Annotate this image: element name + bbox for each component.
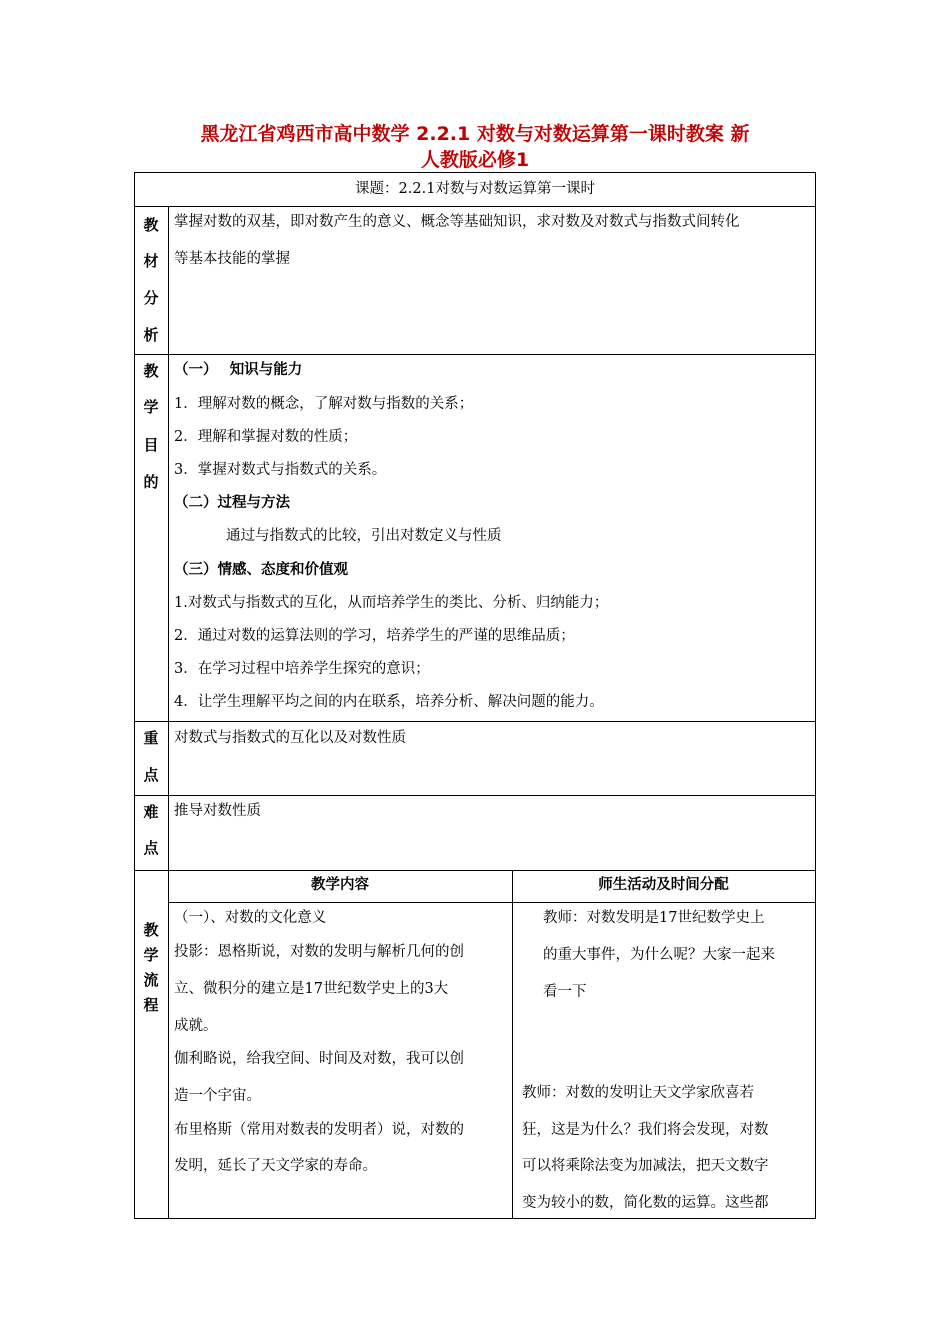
goals-section3-item-4: 4．让学生理解平均之间的内在联系，培养分析、解决问题的能力。 (174, 694, 604, 710)
document-title-line1: 黑龙江省鸡西市高中数学 2.2.1 对数与对数运算第一课时教案 新 (200, 123, 750, 145)
row-divider-analysis (134, 354, 816, 355)
goals-section3-item-3: 3．在学习过程中培养学生探究的意识； (174, 661, 430, 677)
activity-block1-line-3: 看一下 (543, 984, 587, 1000)
goals-label-char-4: 的 (143, 473, 159, 491)
difficulty-label-char-2: 点 (143, 839, 159, 857)
row-divider-goals (134, 721, 816, 722)
goals-section1-item-1: 1．理解对数的概念，了解对数与指数的关系； (174, 396, 474, 412)
goals-section3-item-1: 1.对数式与指数式的互化，从而培养学生的类比、分析、归纳能力； (174, 595, 609, 611)
goals-section2-title: （二）过程与方法 (174, 495, 290, 511)
goals-label-char-1: 教 (143, 362, 159, 380)
row-divider-difficulty (134, 870, 816, 871)
goals-label-char-2: 学 (143, 398, 159, 416)
document-title (134, 121, 816, 173)
difficulty-label-char-1: 难 (143, 803, 159, 821)
activity-block2-line-4: 变为较小的数，简化数的运算。这些都 (522, 1195, 769, 1211)
analysis-label-char-4: 析 (143, 326, 159, 344)
row-divider-process-header (168, 902, 816, 903)
goals-section2-text: 通过与指数式的比较，引出对数定义与性质 (226, 528, 502, 544)
row-divider-keypoint (134, 795, 816, 796)
process-column-divider (512, 870, 513, 1219)
content-line-5: 伽利略说，给我空间、时间及对数，我可以创 (174, 1051, 464, 1067)
activity-block1-line-2: 的重大事件，为什么呢？大家一起来 (543, 947, 775, 963)
content-line-7: 布里格斯（常用对数表的发明者）说，对数的 (174, 1122, 464, 1138)
process-label-char-1: 教 (143, 921, 159, 939)
content-line-1: （一）、对数的文化意义 (174, 910, 327, 926)
content-line-8: 发明，延长了天文学家的寿命。 (174, 1158, 377, 1174)
table-border-top (134, 172, 816, 173)
goals-section1-item-2: 2．理解和掌握对数的性质； (174, 429, 358, 445)
process-label-char-2: 学 (143, 946, 159, 964)
lesson-topic: 课题：2.2.1对数与对数运算第一课时 (355, 181, 595, 197)
goals-section3-item-2: 2．通过对数的运算法则的学习，培养学生的严谨的思维品质； (174, 628, 575, 644)
goals-section1-title: （一） 知识与能力 (174, 362, 303, 378)
analysis-label-char-3: 分 (143, 289, 159, 307)
content-line-4: 成就。 (174, 1018, 218, 1034)
goals-section3-title: （三）情感、态度和价值观 (174, 562, 348, 578)
activity-block2-line-3: 可以将乘除法变为加减法，把天文数字 (522, 1158, 769, 1174)
content-line-3: 立、微积分的建立是17世纪数学史上的3大 (174, 981, 449, 997)
process-label-char-3: 流 (143, 971, 159, 989)
process-activity-header: 师生活动及时间分配 (598, 877, 729, 893)
activity-block2-line-1: 教师：对数的发明让天文学家欣喜若 (522, 1085, 754, 1101)
difficulty-text: 推导对数性质 (174, 803, 261, 819)
analysis-label-char-2: 材 (143, 252, 159, 270)
process-label-char-4: 程 (143, 996, 159, 1014)
activity-block2-line-2: 狂，这是为什么？我们将会发现，对数 (522, 1122, 769, 1138)
document-title-line2: 人教版必修1 (420, 149, 530, 171)
analysis-text-line-1: 掌握对数的双基，即对数产生的意义、概念等基础知识，求对数及对数式与指数式间转化 (174, 214, 740, 230)
table-border-right (815, 172, 816, 1219)
analysis-label-char-1: 教 (143, 216, 159, 234)
table-border-bottom (134, 1218, 816, 1219)
keypoint-label-char-1: 重 (143, 729, 159, 747)
keypoint-text: 对数式与指数式的互化以及对数性质 (174, 730, 406, 746)
label-column-divider (168, 206, 169, 1219)
activity-block1-line-1: 教师：对数发明是17世纪数学史上 (543, 910, 765, 926)
keypoint-label-char-2: 点 (143, 766, 159, 784)
content-line-6: 造一个宇宙。 (174, 1088, 261, 1104)
content-line-2: 投影：恩格斯说，对数的发明与解析几何的创 (174, 944, 464, 960)
row-divider-topic (134, 206, 816, 207)
analysis-text-line-2: 等基本技能的掌握 (174, 251, 290, 267)
goals-section1-item-3: 3．掌握对数式与指数式的关系。 (174, 462, 387, 478)
process-content-header: 教学内容 (311, 877, 369, 893)
goals-label-char-3: 目 (143, 436, 159, 454)
